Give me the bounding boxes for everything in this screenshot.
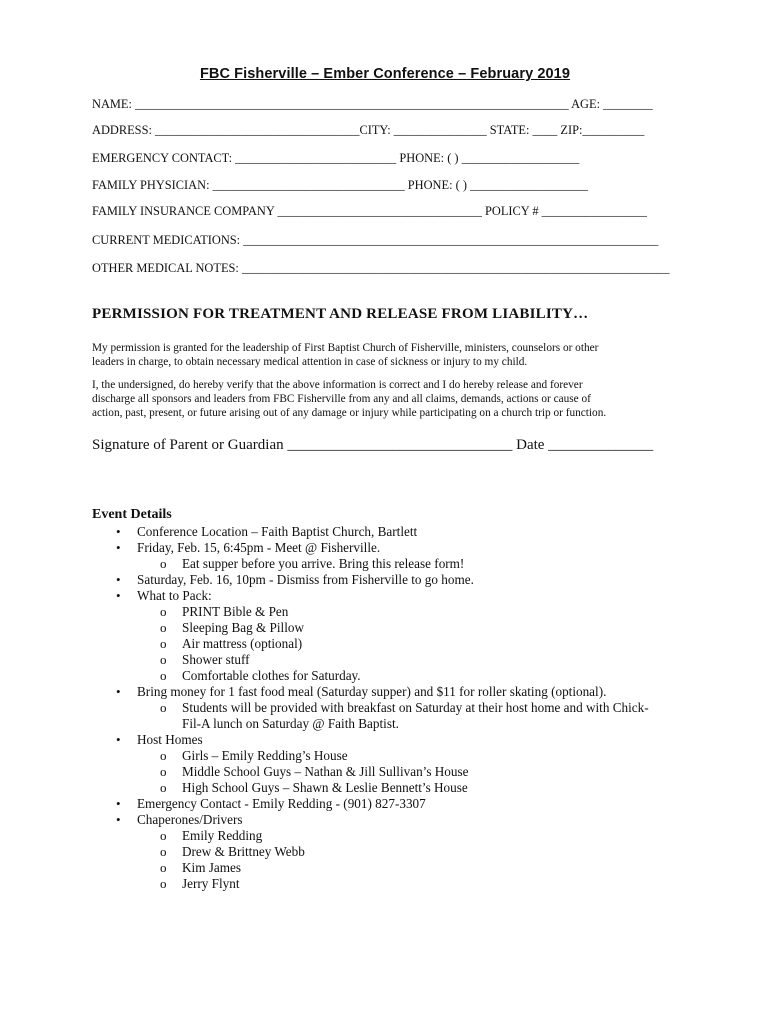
event-sub-item: [0, 876, 770, 892]
sub-bullet-marker: o: [160, 620, 167, 635]
event-bullet-item: [0, 588, 770, 604]
bullet-marker: •: [116, 684, 121, 699]
event-bullet-item: [0, 812, 770, 828]
other-medical-notes-row: OTHER MEDICAL NOTES: _____________________________________________________________________: [92, 261, 670, 275]
event-sub-item: [0, 700, 770, 716]
bullet-marker: •: [116, 524, 121, 539]
event-sub-item-text: Comfortable clothes for Saturday.: [182, 668, 361, 683]
event-bullet-item: [0, 684, 770, 700]
event-item-text: Saturday, Feb. 16, 10pm - Dismiss from Fisherville to go home.: [137, 572, 474, 587]
sub-bullet-marker: o: [160, 764, 167, 779]
paragraph-line: action, past, present, or future arising out of any damage or injury while participating on a church trip or function.: [92, 407, 607, 419]
event-sub-item-text: Fil-A lunch on Saturday @ Faith Baptist.: [182, 716, 399, 731]
paragraph-line: leaders in charge, to obtain necessary medical attention in case of sickness or injury to my child.: [92, 356, 528, 368]
bullet-marker: •: [116, 796, 121, 811]
paragraph-line: My permission is granted for the leadership of First Baptist Church of Fisherville, ministers, counselors or other: [92, 342, 599, 354]
event-sub-item-text: Air mattress (optional): [182, 636, 303, 651]
sub-bullet-marker: o: [160, 668, 167, 683]
sub-bullet-marker: o: [160, 748, 167, 763]
insurance-row: FAMILY INSURANCE COMPANY _________________________________ POLICY # _________________: [92, 204, 647, 218]
signature-date-line: Signature of Parent or Guardian ______________________________ Date ______________: [92, 437, 654, 453]
event-sub-item: [0, 652, 770, 668]
event-bullet-item: [0, 796, 770, 812]
sub-bullet-marker: o: [160, 652, 167, 667]
event-sub-item-text: Girls – Emily Redding’s House: [182, 748, 348, 763]
sub-bullet-marker: o: [160, 860, 167, 875]
event-bullet-item: [0, 524, 770, 540]
address-row: ADDRESS: _________________________________CITY: _______________ STATE: ____ ZIP:__________: [92, 123, 645, 137]
event-sub-item-text: Drew & Brittney Webb: [182, 844, 305, 859]
event-item-text: Host Homes: [137, 732, 203, 747]
event-sub-item: [0, 764, 770, 780]
event-sub-item: [0, 828, 770, 844]
permission-paragraph: [92, 341, 682, 369]
sub-bullet-marker: o: [160, 604, 167, 619]
event-item-text: Chaperones/Drivers: [137, 812, 243, 827]
bullet-marker: •: [116, 812, 121, 827]
event-sub-item-text: Eat supper before you arrive. Bring this release form!: [182, 556, 465, 571]
event-sub-item-text: Middle School Guys – Nathan & Jill Sullivan’s House: [182, 764, 469, 779]
sub-bullet-marker: o: [160, 780, 167, 795]
event-item-text: What to Pack:: [137, 588, 212, 603]
event-item-text: Emergency Contact - Emily Redding - (901) 827-3307: [137, 796, 426, 811]
sub-bullet-marker: o: [160, 556, 167, 571]
event-sub-item: [0, 748, 770, 764]
sub-bullet-marker: o: [160, 700, 167, 715]
sub-bullet-marker: o: [160, 844, 167, 859]
event-sub-item-text: Kim James: [182, 860, 241, 875]
event-sub-item: [0, 844, 770, 860]
event-sub-item: [0, 620, 770, 636]
event-sub-item: [0, 716, 770, 732]
event-sub-item-text: Jerry Flynt: [182, 876, 240, 891]
bullet-marker: •: [116, 732, 121, 747]
event-sub-item: [0, 636, 770, 652]
event-item-text: Friday, Feb. 15, 6:45pm - Meet @ Fisherville.: [137, 540, 381, 555]
bullet-marker: •: [116, 588, 121, 603]
event-sub-item: [0, 860, 770, 876]
event-sub-item: [0, 780, 770, 796]
current-medications-row: CURRENT MEDICATIONS: ___________________________________________________________________: [92, 233, 659, 247]
event-item-text: Bring money for 1 fast food meal (Saturday supper) and $11 for roller skating (optional).: [137, 684, 607, 699]
sub-bullet-marker: o: [160, 636, 167, 651]
event-sub-item-text: High School Guys – Shawn & Leslie Bennett’s House: [182, 780, 468, 795]
event-bullet-item: [0, 572, 770, 588]
paragraph-line: I, the undersigned, do hereby verify that the above information is correct and I do hereby release and forever: [92, 379, 583, 391]
paragraph-line: discharge all sponsors and leaders from FBC Fisherville from any and all claims, demands, actions or cause of: [92, 393, 591, 405]
event-item-text: Conference Location – Faith Baptist Church, Bartlett: [137, 524, 418, 539]
release-paragraph: [92, 378, 682, 420]
event-sub-item-text: PRINT Bible & Pen: [182, 604, 289, 619]
event-bullet-item: [0, 540, 770, 556]
event-sub-item: [0, 668, 770, 684]
event-sub-item-text: Shower stuff: [182, 652, 250, 667]
event-details-heading: Event Details: [92, 507, 172, 522]
event-bullet-item: [0, 732, 770, 748]
name-age-row: NAME: ______________________________________________________________________ AGE: ________: [92, 97, 653, 111]
form-title: FBC Fisherville – Ember Conference – February 2019: [199, 66, 571, 82]
event-sub-item-text: Students will be provided with breakfast on Saturday at their host home and with Chick-: [182, 700, 649, 715]
bullet-marker: •: [116, 572, 121, 587]
bullet-marker: •: [116, 540, 121, 555]
event-sub-item-text: Emily Redding: [182, 828, 263, 843]
event-sub-item-text: Sleeping Bag & Pillow: [182, 620, 304, 635]
event-sub-item: [0, 556, 770, 572]
family-physician-row: FAMILY PHYSICIAN: _______________________________ PHONE: ( ) ___________________: [92, 178, 588, 192]
sub-bullet-marker: o: [160, 876, 167, 891]
emergency-contact-row: EMERGENCY CONTACT: __________________________ PHONE: ( ) ___________________: [92, 151, 580, 165]
release-heading: PERMISSION FOR TREATMENT AND RELEASE FROM LIABILITY…: [92, 306, 589, 322]
event-details-list: [0, 524, 770, 892]
sub-bullet-marker: o: [160, 828, 167, 843]
event-sub-item: [0, 604, 770, 620]
